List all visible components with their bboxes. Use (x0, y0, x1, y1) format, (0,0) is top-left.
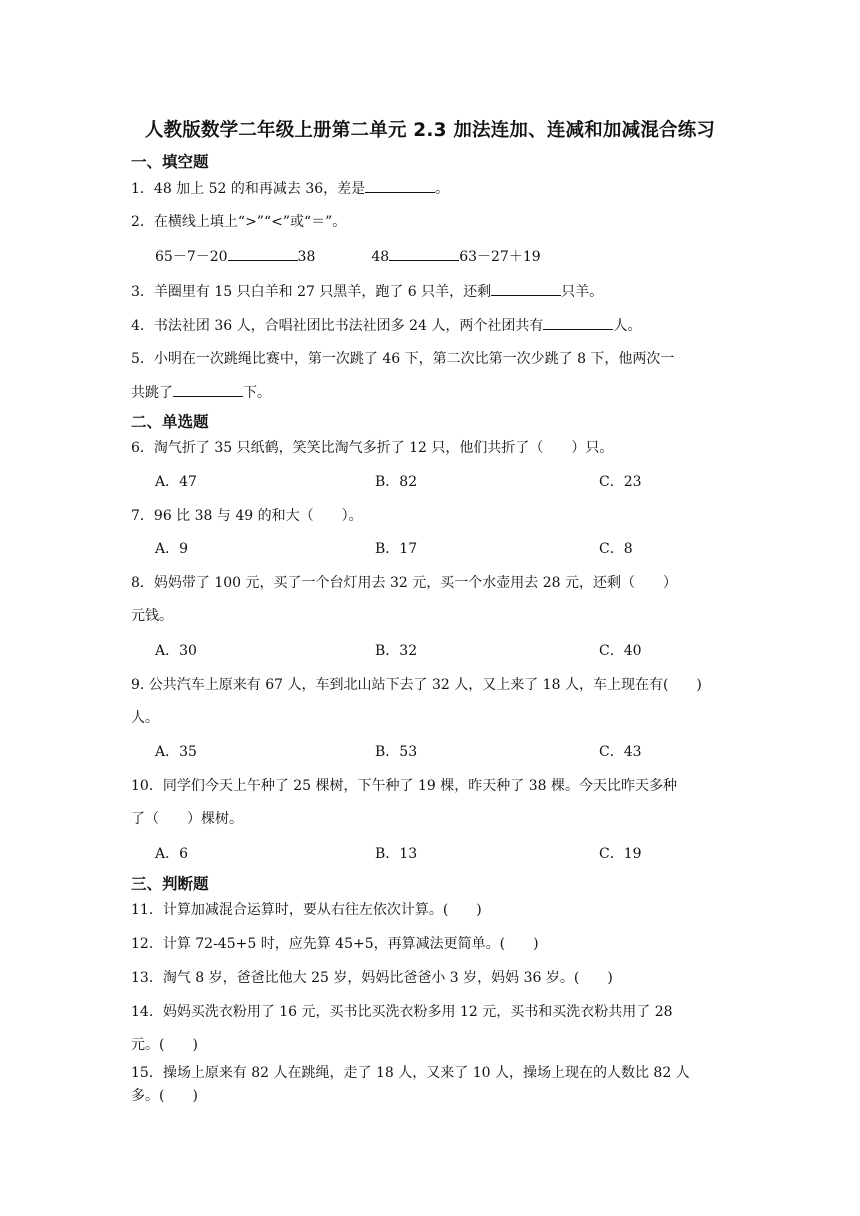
question-8-option-b: B．32 (375, 643, 418, 659)
question-1 (131, 178, 449, 199)
question-3-end: 只羊。 (561, 284, 604, 300)
question-7-option-b: B．17 (375, 541, 418, 557)
question-4-end: 人。 (613, 318, 642, 334)
question-13: 13．淘气 8 岁，爸爸比他大 25 岁，妈妈比爸爸小 3 岁，妈妈 36 岁。( ) (131, 970, 613, 986)
question-6: 6．淘气折了 35 只纸鹤，笑笑比淘气多折了 12 只，他们共折了（ ）只。 (131, 440, 614, 456)
question-4 (131, 315, 641, 336)
question-14: 14．妈妈买洗衣粉用了 16 元，买书比买洗衣粉多用 12 元，买书和买洗衣粉共用了 28 (131, 1004, 673, 1020)
question-10-option-a: A．6 (155, 846, 189, 862)
question-7-option-a: A．9 (155, 541, 189, 557)
question-10-option-c: C．19 (599, 846, 642, 862)
question-1-end: 。 (435, 181, 450, 197)
answer-blank (389, 246, 459, 261)
question-2-comparisons (155, 246, 541, 267)
question-7-option-c: C．8 (599, 541, 633, 557)
question-15: 15．操场上原来有 82 人在跳绳，走了 18 人，又来了 10 人，操场上现在的人数比 82 人 (131, 1065, 690, 1081)
section-heading-choice: 二、单选题 (131, 413, 209, 431)
question-8: 8．妈妈带了 100 元，买了一个台灯用去 32 元，买一个水壶用去 28 元，还剩（ ） (131, 575, 677, 591)
question-3 (131, 281, 603, 302)
question-5-text: 共跳了 (131, 385, 173, 401)
question-9-option-c: C．43 (599, 744, 642, 760)
answer-blank (491, 281, 561, 296)
question-8-continued: 元钱。 (131, 608, 173, 624)
question-8-option-c: C．40 (599, 643, 642, 659)
answer-blank (365, 178, 435, 193)
question-6-option-c: C．23 (599, 474, 642, 490)
question-9-option-b: B．53 (375, 744, 418, 760)
question-4-text: 4．书法社团 36 人，合唱社团比书法社团多 24 人，两个社团共有 (131, 318, 544, 334)
page-title: 人教版数学二年级上册第二单元 2.3 加法连加、连减和加减混合练习 (144, 120, 716, 141)
comparison-left-expr: 65－7－20 (155, 249, 228, 265)
question-1-text: 1．48 加上 52 的和再减去 36，差是 (131, 181, 366, 197)
question-3-text: 3．羊圈里有 15 只白羊和 27 只黑羊，跑了 6 只羊，还剩 (131, 284, 492, 300)
question-8-option-a: A．30 (155, 643, 197, 659)
question-7: 7．96 比 38 与 49 的和大（ ）。 (131, 508, 363, 524)
section-heading-fill: 一、填空题 (131, 153, 209, 171)
question-10-option-b: B．13 (375, 846, 418, 862)
question-14-continued: 元。( ) (131, 1037, 198, 1053)
section-heading-judge: 三、判断题 (131, 875, 209, 893)
question-10: 10．同学们今天上午种了 25 棵树，下午种了 19 棵，昨天种了 38 棵。今天比昨天多种 (131, 778, 677, 794)
question-6-option-b: B．82 (375, 474, 418, 490)
question-9: 9. 公共汽车上原来有 67 人，车到北山站下去了 32 人，又上来了 18 人，车上现在有( ) (131, 677, 702, 693)
question-15-continued: 多。( ) (131, 1088, 198, 1104)
question-9-continued: 人。 (131, 710, 159, 726)
question-10-continued: 了（ ）棵树。 (131, 811, 243, 827)
question-12: 12．计算 72-45+5 时，应先算 45+5，再算减法更简单。( ) (131, 936, 539, 952)
question-5: 5．小明在一次跳绳比赛中，第一次跳了 46 下，第二次比第一次少跳了 8 下，他两次一 (131, 351, 675, 367)
question-11: 11．计算加减混合运算时，要从右往左依次计算。( ) (131, 902, 482, 918)
question-2: 2．在横线上填上“>”“<”或“＝”。 (131, 214, 347, 230)
comparison-right-expr: 63－27＋19 (459, 249, 541, 265)
answer-blank (543, 315, 613, 330)
question-5-end: 下。 (243, 385, 271, 401)
answer-blank (173, 382, 243, 397)
question-5-continued (131, 382, 271, 403)
comparison-right-value: 48 (371, 249, 390, 265)
question-6-option-a: A．47 (155, 474, 197, 490)
answer-blank (228, 246, 298, 261)
comparison-left-value: 38 (297, 249, 316, 265)
question-9-option-a: A．35 (155, 744, 197, 760)
